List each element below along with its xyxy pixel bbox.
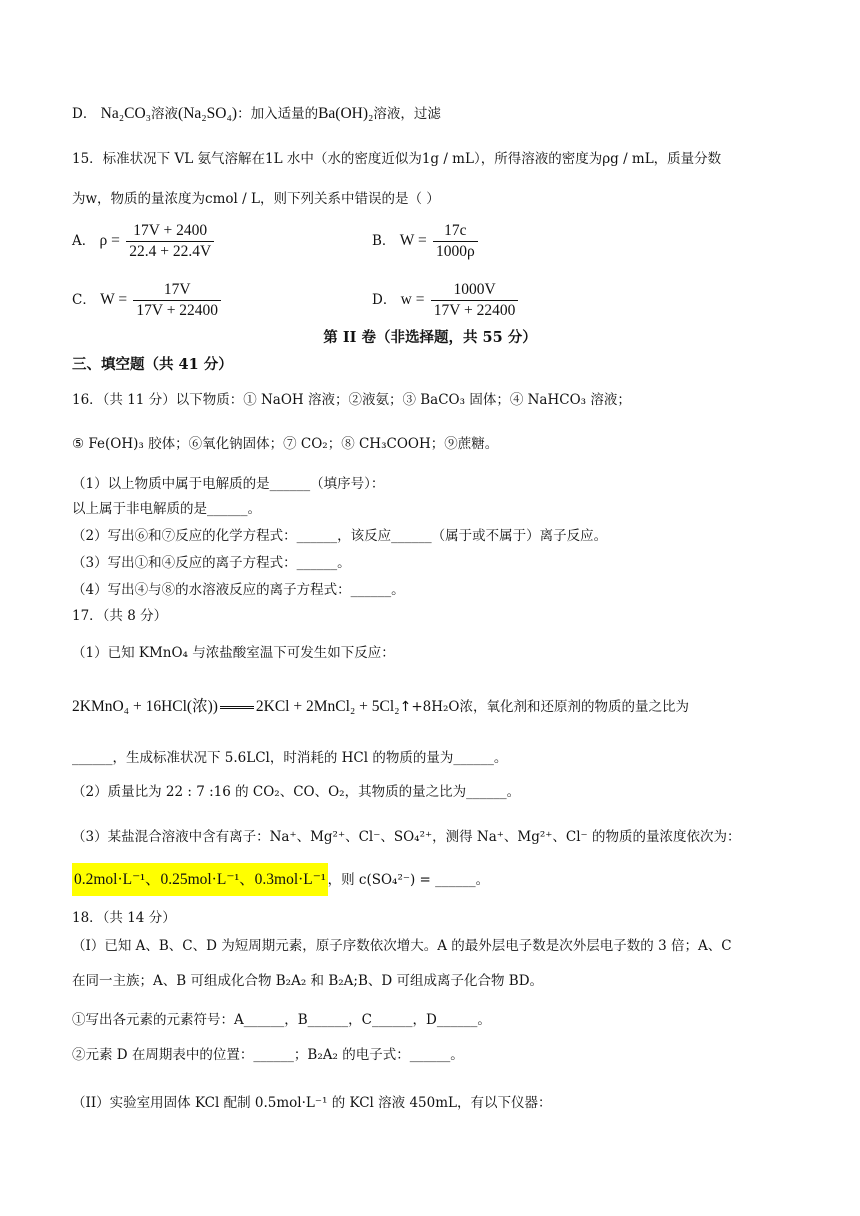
text: ：加入适量的 [237, 106, 319, 122]
question-16-part-3: （3）写出①和④反应的离子方程式：______。 [72, 555, 351, 571]
option-label: B． [372, 233, 396, 249]
question-17-part-3-tail: ，则 c(SO₄²⁻) = ______。 [327, 872, 490, 888]
fraction [133, 281, 221, 320]
question-16-part-1a: （1）以上物质中属于电解质的是______（填序号）： [72, 476, 385, 492]
section-3-title: 三、填空题（共 41 分） [72, 356, 233, 373]
denominator: 22.4 + 22.4V [129, 243, 212, 260]
formula-lhs: W = [399, 232, 427, 249]
question-18-part-2: （II）实验室用固体 KCl 配制 0.5mol·L⁻¹ 的 KCl 溶液 450mL，有以下仪器： [72, 1095, 552, 1111]
denominator: 17V + 22400 [136, 302, 219, 319]
formula: Na₂CO₃ [100, 105, 152, 122]
question-18-part-1b: 在同一主族；A、B 可组成化合物 B₂A₂ 和 B₂A;B、D 可组成离子化合物 BD。 [72, 973, 544, 989]
question-17-part-3a: （3）某盐混合溶液中含有离子：Na⁺、Mg²⁺、Cl⁻、SO₄²⁺，测得 Na⁺、Mg²⁺、Cl⁻ 的物质的量浓度依次为： [72, 829, 741, 845]
option-label: C． [72, 292, 96, 308]
question-16-line-2: ⑤ Fe(OH)₃ 胶体；⑥氧化钠固体；⑦ CO₂；⑧ CH₃COOH；⑨蔗糖。 [72, 436, 499, 452]
question-17-part-1: （1）已知 KMnO₄ 与浓盐酸室温下可发生如下反应： [72, 645, 395, 661]
equation-right: 2KCl + 2MnCl₂ + 5Cl₂ [255, 698, 400, 715]
question-18-part-1a: （I）已知 A、B、C、D 为短周期元素，原子序数依次增大。A 的最外层电子数是次外层电子数的 3 倍；A、C [72, 938, 732, 954]
question-16-line-1: 16．（共 11 分）以下物质：① NaOH 溶液；②液氨；③ BaCO₃ 固体；④ NaHCO₃ 溶液； [72, 392, 631, 408]
formula-lhs: ρ = [99, 232, 120, 249]
question-15-option-b [372, 222, 480, 261]
impurity-formula: (Na₂SO₄) [178, 105, 238, 122]
formula-lhs: W = [100, 291, 128, 308]
question-17-part-2: （2）质量比为 22 : 7 :16 的 CO₂、CO、O₂，其物质的量之比为______。 [72, 784, 521, 800]
numerator: 17V + 2400 [126, 222, 214, 242]
equation-tail: +8H₂O浓，氧化剂和还原剂的物质的量之比为 [411, 699, 689, 715]
text: 溶液 [151, 106, 179, 122]
gas-arrow-icon: ↑ [399, 699, 412, 715]
question-15-option-c [72, 281, 223, 320]
question-18-part-1d: ②元素 D 在周期表中的位置：______；B₂A₂ 的电子式：______。 [72, 1047, 464, 1063]
question-16-part-4: （4）写出④与⑧的水溶液反应的离子方程式：______。 [72, 582, 405, 598]
option-label: A． [72, 233, 96, 249]
reagent-formula: Ba(OH)₂ [318, 105, 374, 122]
denominator: 1000ρ [435, 243, 475, 260]
question-15-option-a [72, 222, 216, 261]
question-16-part-2: （2）写出⑥和⑦反应的化学方程式：______，该反应______（属于或不属于）离子反应。 [72, 528, 608, 544]
question-17-part-3b [72, 870, 489, 890]
fraction [433, 222, 478, 261]
fraction [431, 281, 519, 320]
question-18-heading: 18．（共 14 分） [72, 910, 176, 926]
question-15-option-d [372, 281, 520, 320]
numerator: 17c [433, 222, 478, 242]
formula-lhs: w = [400, 291, 425, 308]
fraction [126, 222, 214, 261]
option-label: D． [72, 106, 97, 122]
highlighted-concentrations: 0.2mol·L⁻¹、0.25mol·L⁻¹、0.3mol·L⁻¹ [72, 863, 328, 896]
denominator: 17V + 22400 [433, 302, 516, 319]
equation-left: 2KMnO₄ + 16HCl(浓)) [72, 698, 218, 715]
question-17-heading: 17．（共 8 分） [72, 608, 168, 624]
section-2-title: 第 II 卷（非选择题，共 55 分） [323, 329, 537, 346]
option-label: D． [372, 292, 397, 308]
question-15-line-1: 15．标准状况下 VL 氨气溶解在1L 水中（水的密度近似为1g / mL），所得溶液的密度为ρg / mL，质量分数 [72, 151, 722, 167]
question-18-part-1c: ①写出各元素的元素符号：A______，B______，C______，D______。 [72, 1012, 491, 1028]
equation-equals-sign [220, 706, 254, 709]
question-17-equation [72, 697, 689, 717]
question-14-option-d [72, 104, 441, 124]
question-17-part-1c: ______，生成标准状况下 5.6LCl，时消耗的 HCl 的物质的量为______。 [72, 750, 508, 766]
text: 溶液，过滤 [373, 106, 441, 122]
question-16-part-1b: 以上属于非电解质的是______。 [72, 501, 261, 517]
numerator: 1000V [431, 281, 519, 301]
question-15-line-2: 为w，物质的量浓度为cmol / L，则下列关系中错误的是（ ） [72, 191, 440, 207]
numerator: 17V [133, 281, 221, 301]
